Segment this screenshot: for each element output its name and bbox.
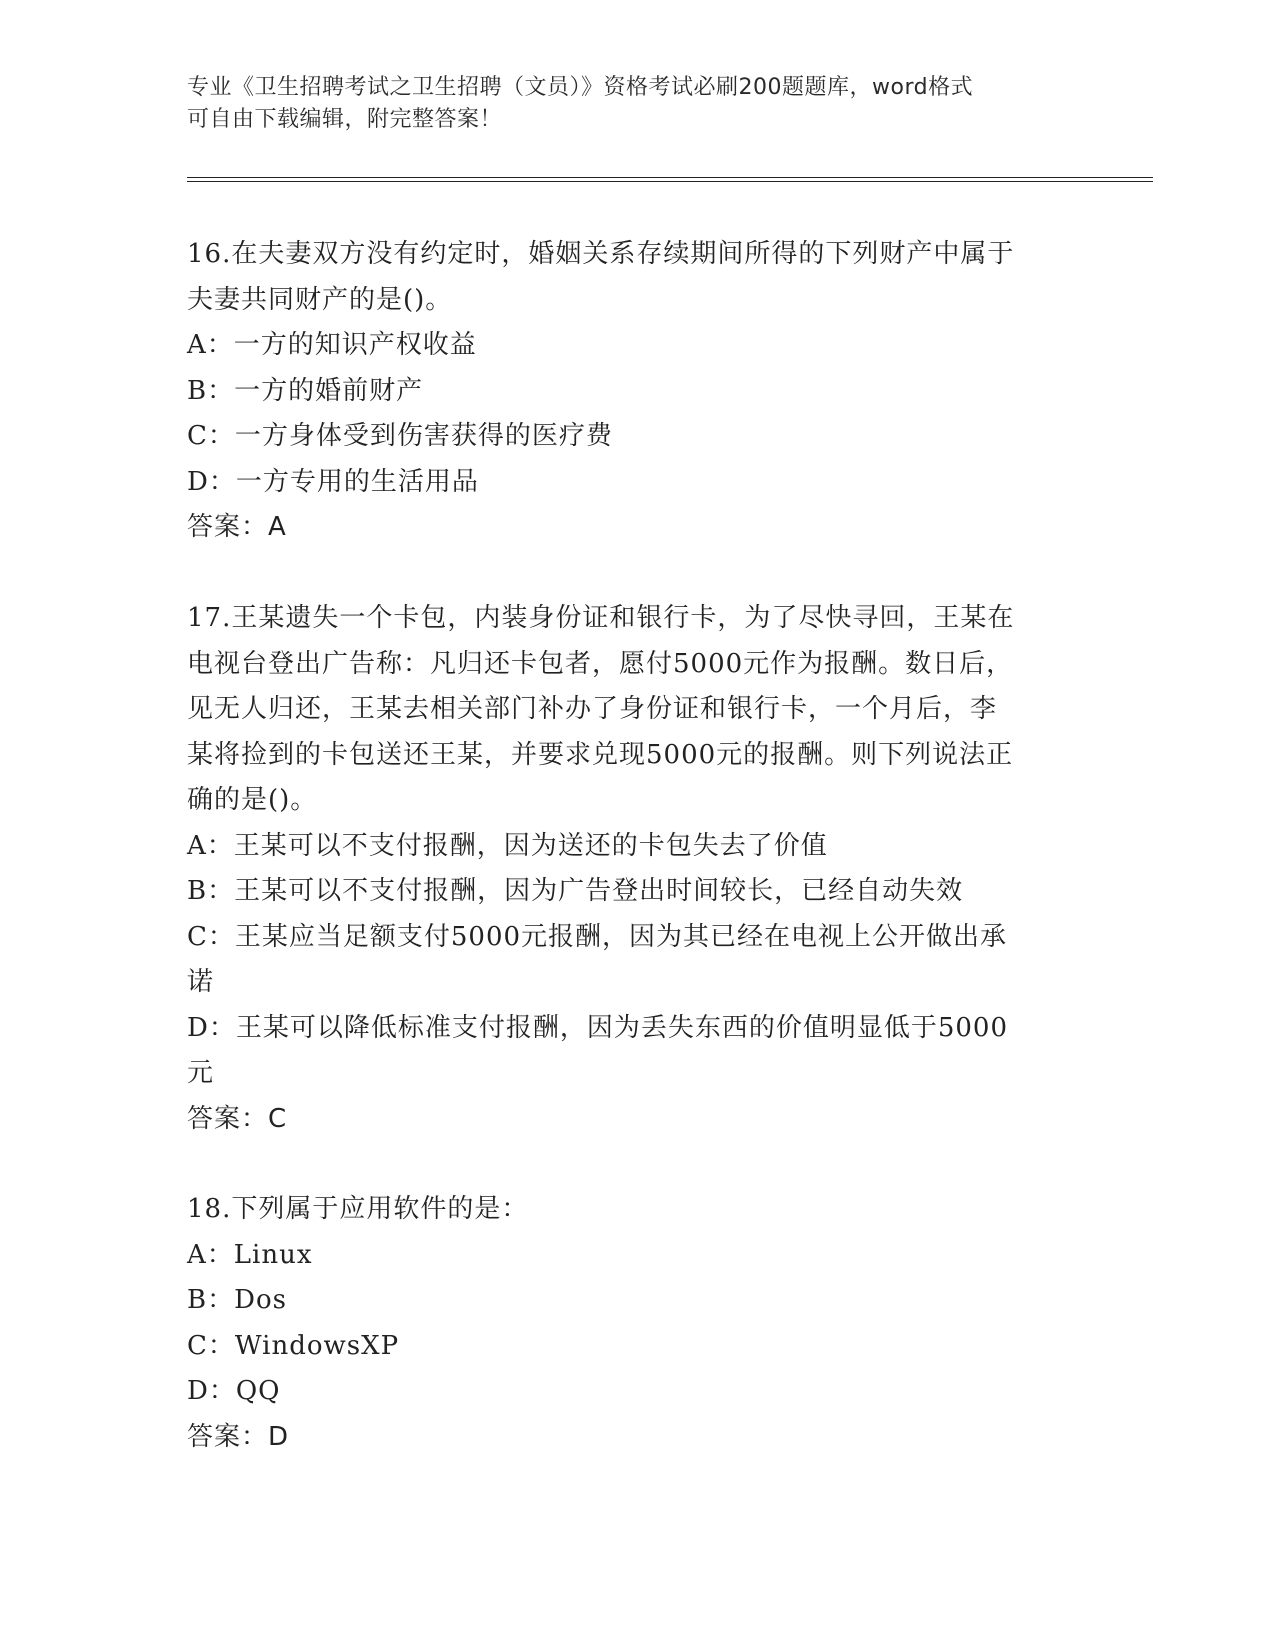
option-b: B：一方的婚前财产 xyxy=(187,375,424,406)
option-d: D：QQ xyxy=(187,1376,281,1406)
question-stem: 夫妻共同财产的是()。 xyxy=(187,284,453,315)
question-stem: 16.在夫妻双方没有约定时，婚姻关系存续期间所得的下列财产中属于 xyxy=(187,239,1015,269)
option-c: C：WindowsXP xyxy=(187,1330,400,1361)
document-header xyxy=(187,72,1067,136)
header-divider xyxy=(187,177,1153,182)
header-line: 专业《卫生招聘考试之卫生招聘（文员）》资格考试必刷200题题库，word格式 xyxy=(187,75,974,100)
question-17 xyxy=(187,596,1067,1142)
option-a: A：王某可以不支付报酬，因为送还的卡包失去了价值 xyxy=(187,830,828,861)
option-d-cont: 元 xyxy=(187,1058,215,1088)
question-stem: 17.王某遗失一个卡包，内装身份证和银行卡，为了尽快寻回，王某在 xyxy=(187,603,1015,633)
option-c: C：王某应当足额支付5000元报酬，因为其已经在电视上公开做出承 xyxy=(187,921,1008,952)
question-stem: 见无人归还，王某去相关部门补办了身份证和银行卡，一个月后，李 xyxy=(187,694,998,724)
option-a: A：一方的知识产权收益 xyxy=(187,330,477,360)
question-stem: 电视台登出广告称：凡归还卡包者，愿付5000元作为报酬。数日后， xyxy=(187,648,1014,679)
question-16 xyxy=(187,232,1067,551)
option-b: B：王某可以不支付报酬，因为广告登出时间较长，已经自动失效 xyxy=(187,876,964,906)
option-d: D：王某可以降低标准支付报酬，因为丢失东西的价值明显低于5000 xyxy=(187,1012,1009,1043)
header-line: 可自由下载编辑，附完整答案！ xyxy=(187,107,503,132)
option-a: A：Linux xyxy=(187,1239,313,1270)
option-c-cont: 诺 xyxy=(187,967,215,997)
option-d: D：一方专用的生活用品 xyxy=(187,466,479,497)
question-stem: 确的是()。 xyxy=(187,785,318,815)
answer: 答案：C xyxy=(187,1103,288,1134)
answer: 答案：A xyxy=(187,512,287,542)
question-stem: 某将捡到的卡包送还王某，并要求兑现5000元的报酬。则下列说法正 xyxy=(187,739,1014,770)
option-b: B：Dos xyxy=(187,1285,287,1315)
answer: 答案：D xyxy=(187,1421,290,1452)
question-18 xyxy=(187,1187,1067,1460)
option-c: C：一方身体受到伤害获得的医疗费 xyxy=(187,421,613,451)
question-stem: 18.下列属于应用软件的是： xyxy=(187,1194,529,1224)
